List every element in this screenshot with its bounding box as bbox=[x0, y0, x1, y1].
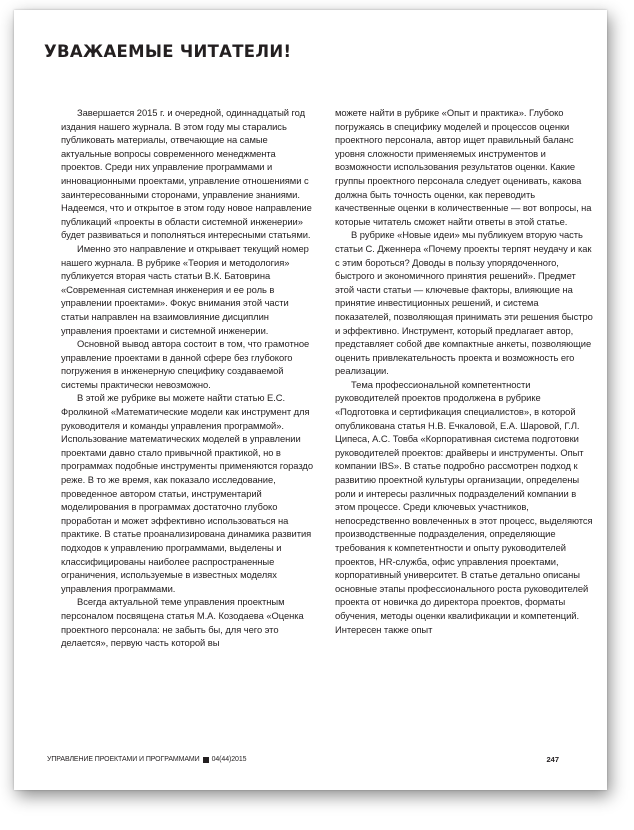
journal-name: УПРАВЛЕНИЕ ПРОЕКТАМИ И ПРОГРАММАМИ bbox=[47, 756, 200, 763]
article-columns bbox=[61, 106, 593, 724]
paragraph: Тема профессиональной компетентности руководителей проектов продолжена в рубрике «Подготовка и сертификация специалистов», в которой опубликована статья Н.В. Ечкаловой, Е.А. Шаровой, Г.Л. Ципеса, А.С. Товба «Корпоративная система подготовки руководителей проектов: драйверы и инструменты. Опыт компании IBS». В статье подробно рассмотрен подход к развитию проектной культуры организации, определены роли и интересы различных подразделений компании в этом процессе. Среди ключевых участников, непосредственно вовлеченных в этот процесс, выделяются производственные подразделения, определяющие требования к компетентности и опыту руководителей проектов, HR-служба, офис управления проектами, корпоративный университет. В статье детально описаны основные этапы профессионального роста руководителей проекта от новичка до директора проектов, форматы обучения, методы оценки квалификации и компетенций. Интересен также опыт bbox=[335, 378, 593, 635]
paragraph: Именно это направление и открывает текущий номер нашего журнала. В рубрике «Теория и методология» публикуется вторая часть статьи В.К. Батоврина «Современная системная инженерия и ее роль в управлении проектами». Фокус внимания этой части статьи направлен на взаимовлияние дисциплин управления проектами и системной инженерии. bbox=[61, 242, 309, 336]
journal-page bbox=[14, 10, 607, 790]
issue-number: 04(44)2015 bbox=[211, 756, 247, 763]
footer-journal-info bbox=[47, 756, 246, 763]
right-column bbox=[335, 106, 593, 724]
left-column bbox=[61, 106, 319, 724]
page-footer bbox=[47, 755, 559, 764]
square-separator-icon bbox=[203, 757, 209, 763]
paragraph: В рубрике «Новые идеи» мы публикуем вторую часть статьи С. Дженнера «Почему проекты терпят неудачу и как с этим бороться? Доводы в пользу упорядоченного, быстрого и экономичного принятия решений». Предмет этой части статьи — ключевые факторы, влияющие на принятие инвестиционных решений, и система показателей, позволяющая принимать эти решения быстро и эффективно. Инструмент, который предлагает автор, представляет собой две компактные анкеты, позволяющие оценить привлекательность проекта и возможность его реализации. bbox=[335, 229, 593, 377]
paragraph: В этой же рубрике вы можете найти статью Е.С. Фролкиной «Математические модели как инструмент для руководителя и команды управления программой». Использование математических моделей в управлении проектами давно стало привычной практикой, но в программах подобные инструменты применяются гораздо реже. В то же время, как показало исследование, проведенное автором статьи, инструментарий моделирования в программах достаточно глубоко проработан и может эффективно использоваться на практике. В статье проанализирована динамика развития подходов к управлению программами, выделены и классифицированы наиболее распространенные ограничения, используемые в известных моделях управления программами. bbox=[61, 392, 313, 594]
paragraph: Всегда актуальной теме управления проектным персоналом посвящена статья М.А. Козодаева «Оценка проектного персонала: не забыть бы, для чего это делается», первую часть которой вы bbox=[61, 596, 304, 649]
page-number: 247 bbox=[546, 755, 559, 764]
paragraph: Основной вывод автора состоит в том, что грамотное управление проектами в данной сфере без глубокого погружения в инженерную специфику создаваемой системы практически невозможно. bbox=[61, 338, 310, 390]
paragraph: Завершается 2015 г. и очередной, одиннадцатый год издания нашего журнала. В этом году мы старались публиковать материалы, отвечающие на самые актуальные вопросы современного менеджмента проектов. Среди них управление программами и инновационными проектами, управление отношениями с заинтересованными сторонами, управление знаниями. Надеемся, что и открытое в этом году новое направление публикаций «проекты в области системной инженерии» будет развиваться и пополняться интересными статьями. bbox=[61, 107, 312, 241]
page-title: УВАЖАЕМЫЕ ЧИТАТЕЛИ! bbox=[44, 42, 292, 61]
paragraph: можете найти в рубрике «Опыт и практика». Глубоко погружаясь в специфику моделей и процессов оценки проектного персонала, автор ищет правильный баланс уровня сложности применяемых инструментов и возможности использования результатов оценки. Какие группы проектного персонала следует оценивать, какова должна быть точность оценки, как переводить качественные оценки в количественные — вот вопросы, на которые читатель сможет найти ответы в этой статье. bbox=[335, 107, 592, 227]
